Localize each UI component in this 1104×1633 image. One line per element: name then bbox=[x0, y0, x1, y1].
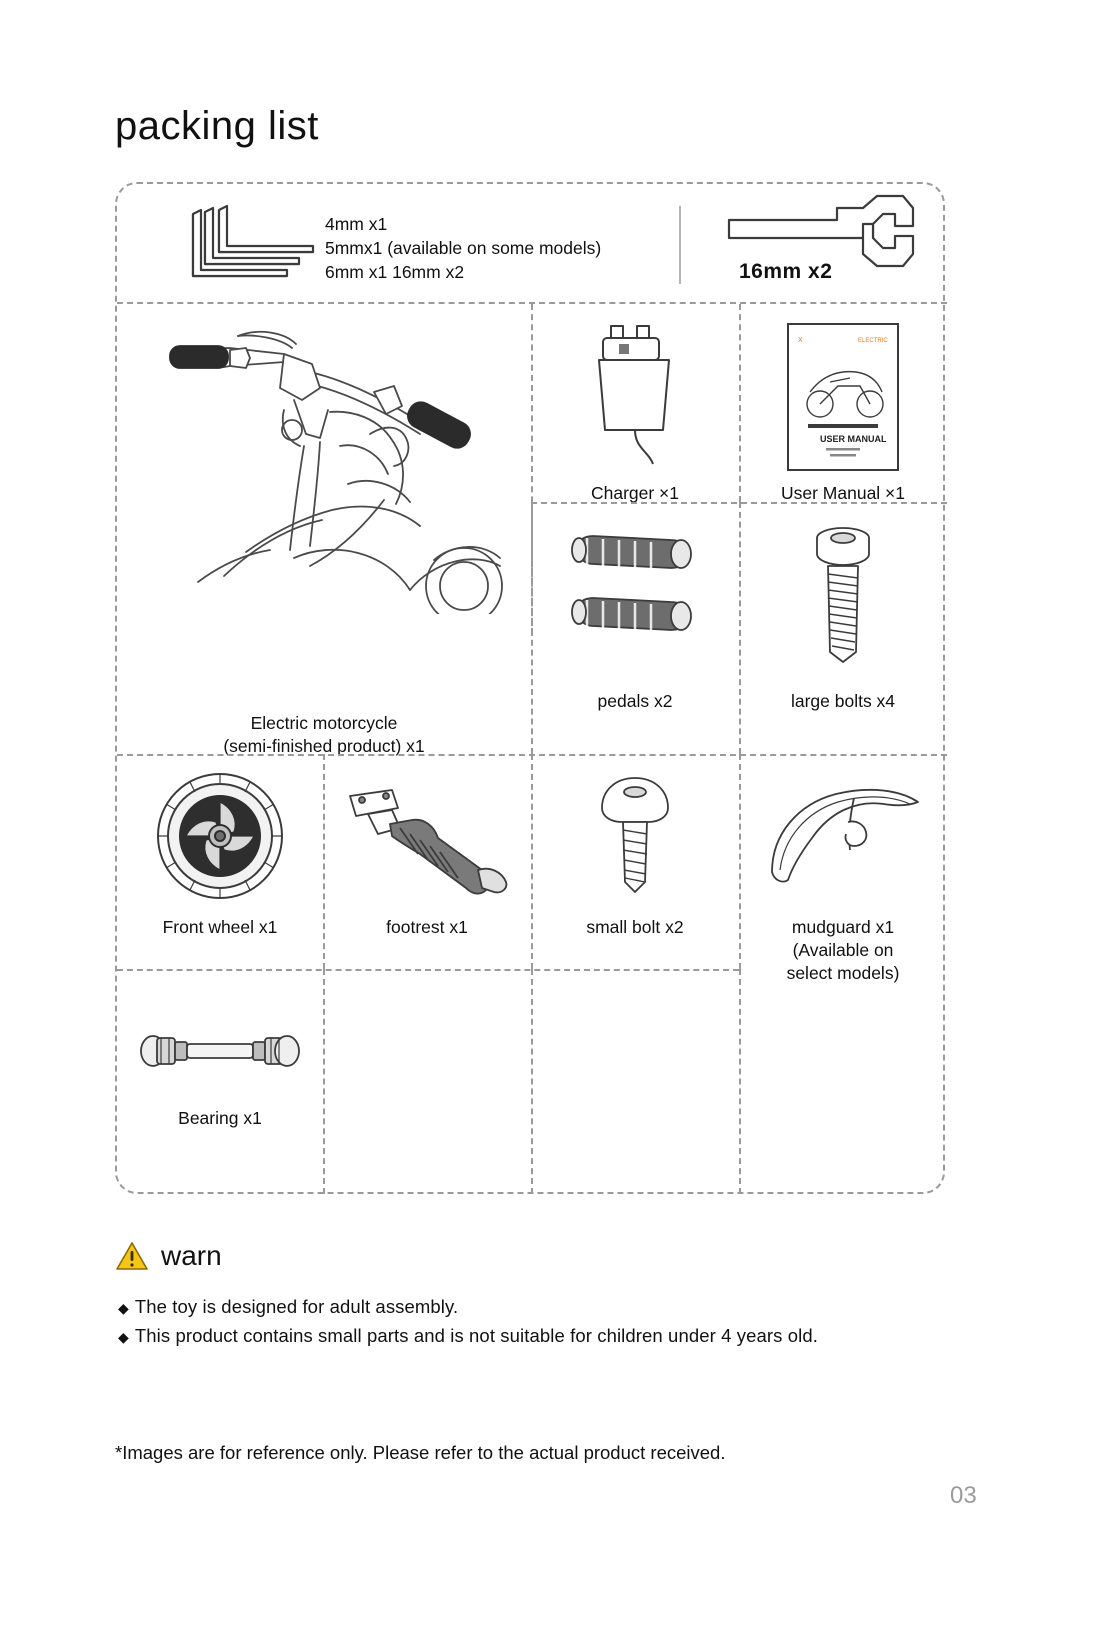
caption-bearing: Bearing x1 bbox=[178, 1108, 262, 1128]
allen-keys-spec bbox=[325, 212, 601, 284]
warning-line-2 bbox=[118, 1325, 818, 1347]
item-cell-large-bolts bbox=[739, 502, 947, 754]
allen-keys-icon bbox=[175, 204, 345, 286]
caption-user-manual: User Manual ×1 bbox=[780, 483, 906, 503]
row-wheel-footrest-bolt-mudguard bbox=[117, 754, 947, 983]
wrench-icon bbox=[717, 192, 947, 302]
item-cell-front-wheel bbox=[117, 754, 323, 969]
tools-divider bbox=[679, 206, 681, 284]
caption-footrest: footrest x1 bbox=[386, 917, 468, 937]
warning-text-2: This product contains small parts and is not suitable for children under 4 years old. bbox=[134, 1325, 818, 1346]
svg-text:X: X bbox=[798, 337, 803, 344]
pedals-icon bbox=[531, 522, 739, 672]
item-cell-mudguard bbox=[739, 754, 947, 983]
warning-heading: warn bbox=[161, 1240, 222, 1271]
bearing-icon bbox=[117, 1011, 323, 1091]
large-bolt-icon bbox=[739, 520, 947, 675]
warning-triangle-icon bbox=[115, 1241, 149, 1271]
warning-text-1: The toy is designed for adult assembly. bbox=[134, 1296, 459, 1317]
caption-motorcycle-line2: (semi-finished product) x1 bbox=[223, 736, 425, 756]
caption-motorcycle-line1: Electric motorcycle bbox=[250, 713, 398, 733]
svg-text:ELECTRIC: ELECTRIC bbox=[858, 338, 888, 344]
allen-keys-spec-line3: 6mm x1 16mm x2 bbox=[325, 262, 465, 282]
warning-bullet-icon-2: ◆ bbox=[118, 1329, 129, 1345]
warning-header bbox=[115, 1240, 222, 1272]
row-bearing bbox=[117, 969, 947, 1194]
page-title: packing list bbox=[115, 104, 319, 148]
item-cell-bearing bbox=[117, 969, 323, 1194]
small-bolt-icon bbox=[531, 772, 739, 902]
caption-small-bolt: small bolt x2 bbox=[586, 917, 684, 937]
packing-list-box bbox=[115, 182, 945, 1194]
caption-mudguard-line2: (Available on bbox=[792, 940, 894, 960]
allen-keys-spec-line1: 4mm x1 bbox=[325, 214, 388, 234]
warning-bullet-icon: ◆ bbox=[118, 1300, 129, 1316]
svg-text:USER MANUAL: USER MANUAL bbox=[820, 434, 887, 444]
footrest-icon bbox=[323, 784, 531, 899]
footnote: *Images are for reference only. Please refer to the actual product received. bbox=[115, 1442, 726, 1463]
caption-large-bolts: large bolts x4 bbox=[790, 691, 896, 711]
front-wheel-icon bbox=[117, 766, 323, 906]
allen-keys-spec-line2: 5mmx1 (available on some models) bbox=[325, 238, 602, 258]
caption-mudguard-line3: select models) bbox=[786, 963, 900, 983]
user-manual-icon bbox=[739, 320, 947, 475]
item-cell-pedals bbox=[531, 502, 739, 754]
caption-charger: Charger ×1 bbox=[590, 483, 680, 503]
charger-icon bbox=[531, 322, 739, 472]
item-cell-small-bolt bbox=[531, 754, 739, 969]
caption-mudguard-line1: mudguard x1 bbox=[791, 917, 895, 937]
caption-motorcycle bbox=[117, 712, 531, 758]
warning-line-1 bbox=[118, 1296, 458, 1318]
caption-pedals: pedals x2 bbox=[597, 691, 673, 711]
item-cell-footrest bbox=[323, 754, 531, 969]
wrench-label: 16mm x2 bbox=[739, 260, 833, 283]
tools-row bbox=[117, 184, 947, 304]
mudguard-icon bbox=[739, 776, 947, 896]
page-number: 03 bbox=[950, 1482, 977, 1509]
caption-front-wheel: Front wheel x1 bbox=[162, 917, 278, 937]
